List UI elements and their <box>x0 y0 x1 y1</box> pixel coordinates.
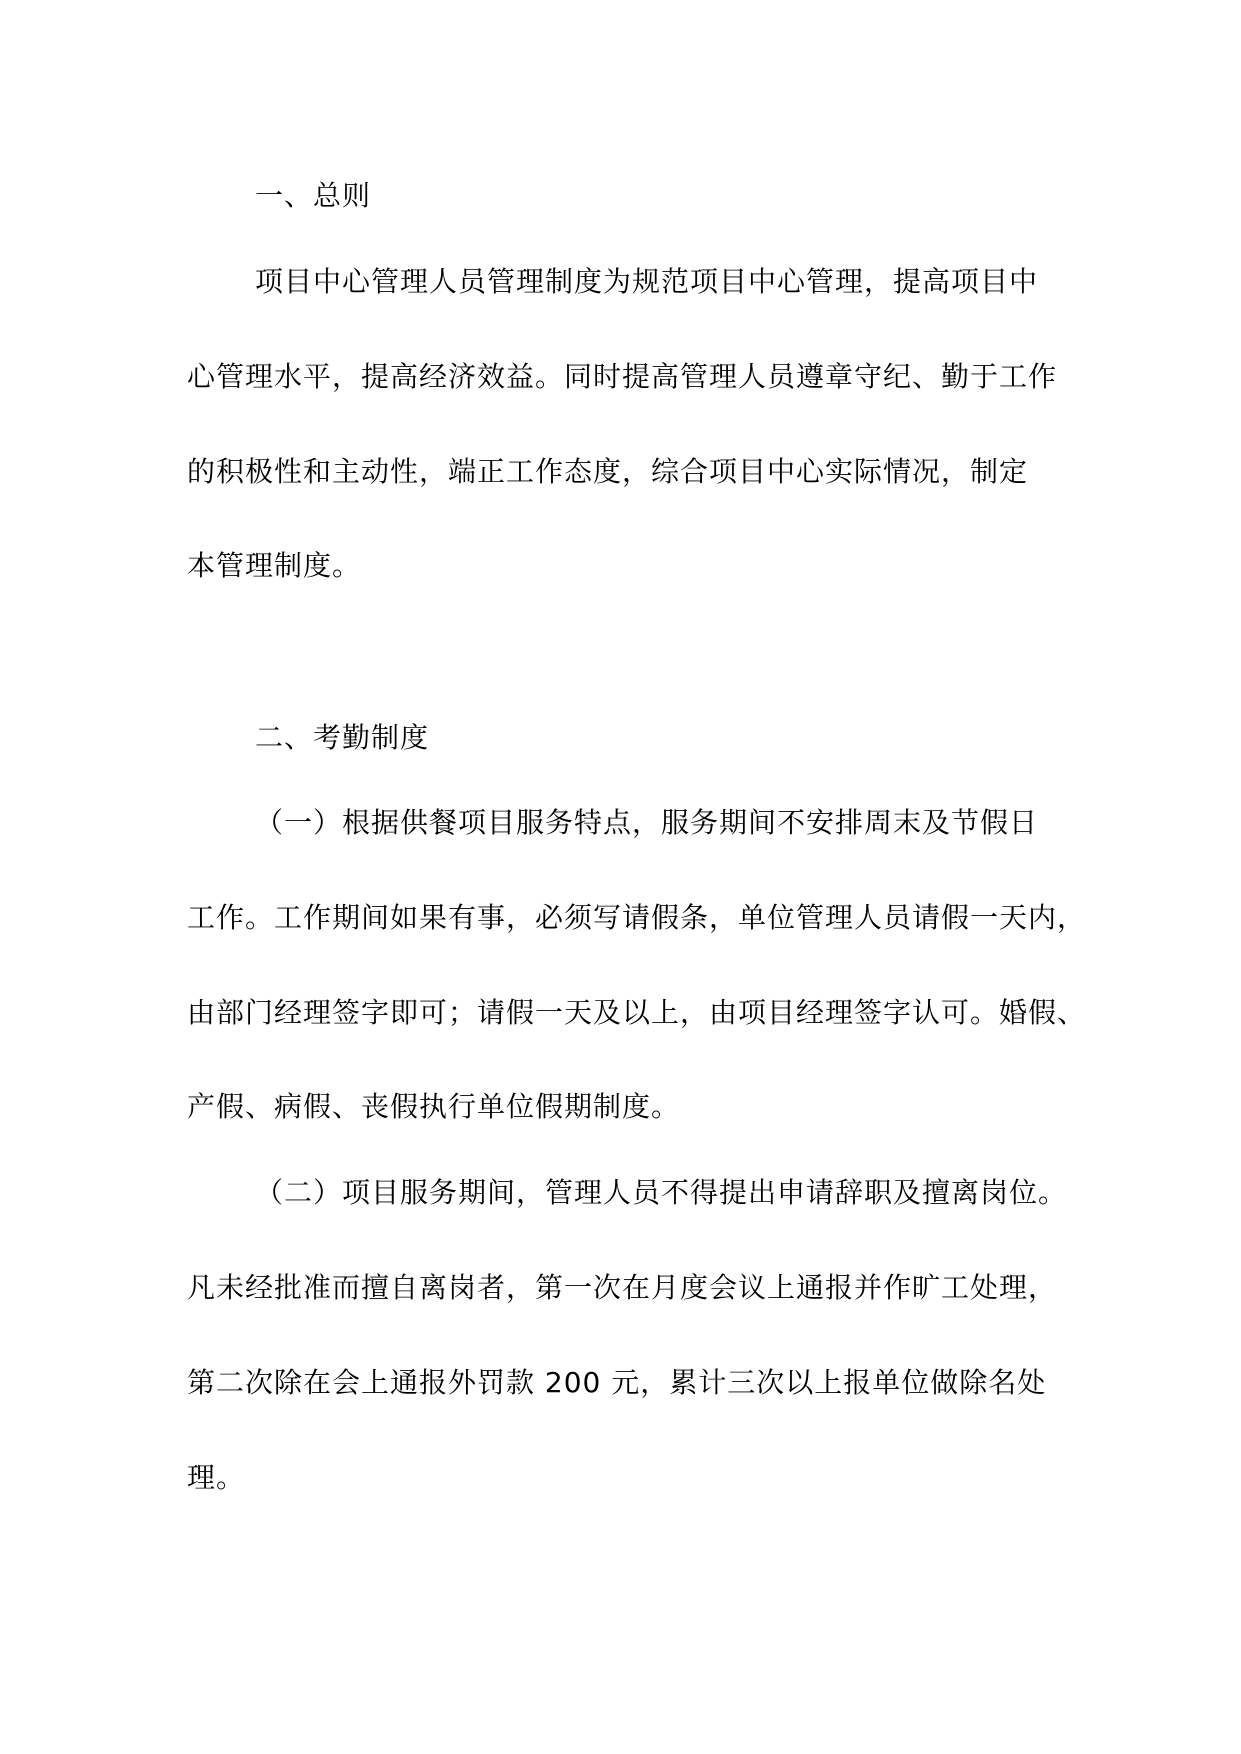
section2-item2-line: 第二次除在会上通报外罚款 200 元，累计三次以上报单位做除名处 <box>187 1366 1047 1399</box>
section1-paragraph-line: 本管理制度。 <box>187 549 362 582</box>
section2-item2-line: 理。 <box>187 1461 246 1494</box>
section2-item1-line: 工作。工作期间如果有事，必须写请假条，单位管理人员请假一天内， <box>187 901 1087 934</box>
section2-item2-line: 凡未经批准而擅自离岗者，第一次在月度会议上通报并作旷工处理， <box>187 1271 1058 1304</box>
section1-paragraph-line: 的积极性和主动性，端正工作态度，综合项目中心实际情况，制定 <box>187 455 1029 488</box>
section1-paragraph-line: 项目中心管理人员管理制度为规范项目中心管理，提高项目中 <box>255 265 1039 298</box>
section2-item1-line: 产假、病假、丧假执行单位假期制度。 <box>187 1090 681 1123</box>
section1-paragraph-line: 心管理水平，提高经济效益。同时提高管理人员遵章守纪、勤于工作 <box>187 360 1058 393</box>
section1-heading: 一、总则 <box>255 179 372 212</box>
section2-item1-line: （一）根据供餐项目服务特点，服务期间不安排周末及节假日 <box>255 806 1039 839</box>
section2-item2-line: （二）项目服务期间，管理人员不得提出申请辞职及擅离岗位。 <box>255 1176 1068 1209</box>
section2-item1-line: 由部门经理签字即可；请假一天及以上，由项目经理签字认可。婚假、 <box>187 996 1087 1029</box>
section2-heading: 二、考勤制度 <box>255 721 430 754</box>
